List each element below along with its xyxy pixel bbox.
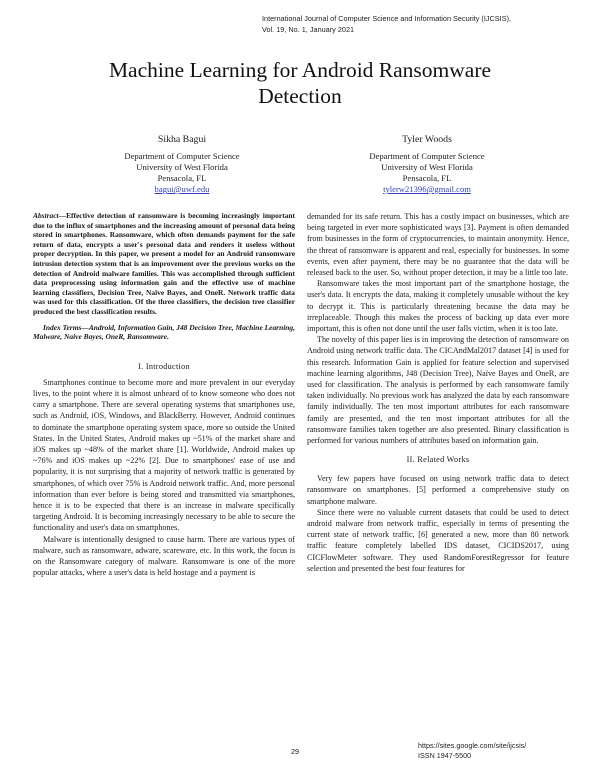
journal-header-line1: International Journal of Computer Science and Information Security (IJCSIS), [262, 14, 512, 23]
body-paragraph: Very few papers have focused on using network traffic data to detect ransomware on smartphones. [5] performed a comprehensive study on smartphone malware. [307, 474, 569, 506]
author-name: Sikha Bagui [157, 134, 207, 145]
index-terms [33, 323, 295, 342]
author-block-2 [317, 134, 537, 195]
index-terms-text: —Android, Information Gain, J48 Decision Tree, Machine Learning, Malware, Naive Bayes, OneR, Ransomware. [33, 322, 295, 342]
author-university: University of West Florida [136, 162, 228, 172]
abstract-label: Abstract [33, 211, 59, 220]
author-name: Tyler Woods [402, 134, 452, 145]
author-dept: Department of Computer Science [124, 151, 240, 161]
journal-header-line2: Vol. 19, No. 1, January 2021 [262, 24, 355, 34]
author-location: Pensacola, FL [157, 173, 207, 183]
author-location: Pensacola, FL [402, 173, 452, 183]
body-paragraph: Ransomware takes the most important part of the smartphone hostage, the user's data. It encrypts the data, making it completely unusable without the key to decrypt it. This is particularly threatening because the data may be irreplaceable. Though this makes the process of backing up data ever more important, this is often not done until the user falls victim, when it is too late. [307, 279, 569, 334]
paper-title-line2: Detection [258, 84, 342, 108]
author-email-link[interactable]: bagui@uwf.edu [154, 184, 210, 194]
paper-title-line1: Machine Learning for Android Ransomware [108, 58, 492, 82]
author-university: University of West Florida [381, 162, 473, 172]
footer-right [418, 741, 526, 761]
body-paragraph: Smartphones continue to become more and more prevalent in our everyday lives, to the point where it is almost unheard of to know someone who does not carry a smartphone. There are several operating systems that smartphones use, such as Android, iOS, Windows, and BlackBerry. However, Android continues to dominate the smartphone operating system space, more so outside the United States. In the United States, Android makes up ~51% of the market share and iOS makes up ~48% of the market share [1]. Worldwide, Android makes up ~76% and iOS makes up ~22% [2]. Due to smartphones' ease of use and popularity, it is not surprising that a majority of network traffic is generated by smartphones, of which over 75% is Android network traffic. And, more personal information than ever before is being stored and transmitted via smartphones, hence it is to be expected that there is an increase in malware specifically targeting Android. It is becoming increasingly necessary to be able to secure the functionality and user's data on smartphones. [33, 377, 295, 533]
body-paragraph: demanded for its safe return. This has a costly impact on businesses, which are being targeted in ever more sophisticated ways [3]. Payment is often demanded from businesses in the form of cryptocurrencies, to maintain anonymity. Hence, the threat of ransomware is apparent and real, especially for businesses. In some events, even after payment, there may be no guarantee that the data will be released back to the user. So, without proper detection, it may be a little too late. [307, 212, 569, 278]
section-heading-related-works: II. Related Works [406, 455, 470, 465]
right-column [307, 211, 569, 574]
abstract [33, 211, 295, 317]
section-heading-introduction: I. Introduction [138, 361, 190, 371]
body-paragraph: Malware is intentionally designed to cause harm. There are various types of malware, such as ransomware, adware, scareware, etc. In this work, the focus is on the Ransomware category of malware. Ransomware is one of the more popular attacks, where a user's data is held hostage and a payment is [33, 534, 295, 578]
footer-url-link[interactable]: https://sites.google.com/site/ijcsis/ [418, 741, 527, 750]
footer-issn: ISSN 1947-5500 [418, 751, 472, 760]
body-paragraph: The novelty of this paper lies is in improving the detection of ransomware on Android using network traffic data. The CICAndMal2017 dataset [4] is used for this research. Information Gain is applied for feature selection and supervised machine learning algorithms, J48 (Decision Tree), Naïve Bayes and OneR, are used for classification. The analysis is performed by each ransomware family taken individually. No previous work has analyzed the data by each ransomware family individually. The ten most important attributes for each ransomware family are presented, and the ten most important attributes for all the ransomware families taken together are also presented. Binary classification is performed for various numbers of attributes based on information gain. [307, 335, 569, 446]
left-column [33, 211, 295, 578]
page-number: 29 [291, 747, 299, 756]
abstract-text: —Effective detection of ransomware is becoming increasingly important due to the influx of smartphones and the increasing amount of personal data being stored in smartphones. Ransomware, which often demands payment for the safe return of data, encrypts a user's personal data and renders it useless without proper decryption. In this paper, we present a model for an Android ransomware intrusion detection system that is an improvement over the previous works on the detection of Android malware families. This was accomplished through sufficient data preprocessing using information gain and the effective use of machine learning classifiers, Decision Tree, Naïve Bayes, and OneR. Network traffic data was used for this classification. Of the three classifiers, the decision tree classifier produced the best classification results. [33, 211, 295, 316]
journal-header [262, 14, 511, 35]
author-block-1 [72, 134, 292, 195]
paper-title [40, 57, 560, 109]
index-terms-label: Index Terms [43, 322, 82, 332]
author-dept: Department of Computer Science [369, 151, 485, 161]
body-paragraph: Since there were no valuable current datasets that could be used to detect android malware from network traffic, especially in terms of presenting the current state of network traffic, [6] generated a new, more than 80 network traffic feature completely labelled IDS dataset, CICIDS2017, using CICFlowMeter software. They used RandomForestRegressor for feature selection and presented the best four features for [307, 507, 569, 573]
author-email-link[interactable]: tylerw21396@gmail.com [383, 184, 471, 194]
